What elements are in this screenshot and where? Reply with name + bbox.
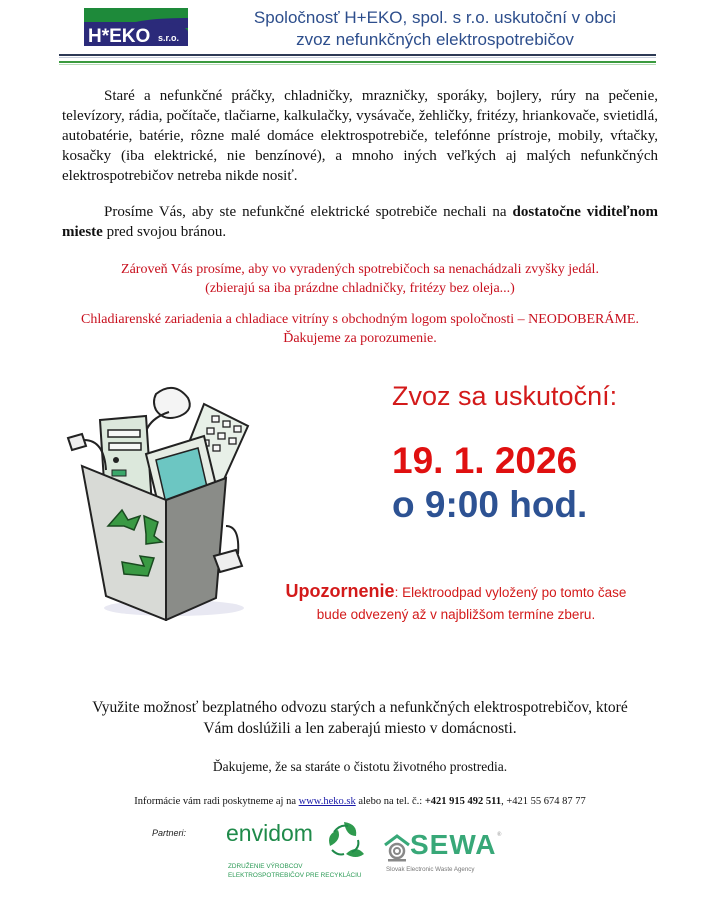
closing-line-2: Vám doslúžili a len zaberajú miesto v domácnosti. [203, 720, 517, 737]
sewa-subtitle: Slovak Electronic Waste Agency [386, 866, 475, 873]
phone-primary: +421 915 492 511 [424, 796, 502, 807]
contact-prefix: Informácie vám radi poskytneme aj na [134, 796, 299, 807]
notice-2-line-1: Chladiarenské zariadenia a chladiace vitríny s obchodným logom spoločnosti – NEODOBERÁME. [81, 312, 639, 327]
website-link[interactable]: www.heko.sk [298, 796, 356, 807]
paragraph-2-bold: dostatočne viditeľnom mieste [62, 204, 659, 240]
heko-logo [84, 8, 188, 46]
notice-1-line-1: Zároveň Vás prosíme, aby vo vyradených spotrebičoch sa nenachádzali zvyšky jedál. [121, 262, 599, 277]
free-pickup-message [40, 697, 680, 739]
page-title [200, 7, 670, 51]
notice-1-line-2: (zbierajú sa iba prázdne chladničky, fritézy bez oleja...) [205, 281, 515, 296]
contact-info [60, 796, 660, 807]
sewa-name: SEWA [410, 829, 497, 860]
contact-middle: alebo na tel. č.: [355, 796, 425, 807]
commercial-refrigeration-notice [40, 310, 680, 348]
envidom-subtitle-line-1: ZDRUŽENIE VÝROBCOV [228, 863, 303, 870]
paragraph-1-text: Staré a nefunkčné práčky, chladničky, mrazničky, sporáky, bojlery, rúry na pečenie, televízory, rádia, počítače, tlačiarne, kalkulačky, vysávače, žehličky, fritézy, hriankovače, svietidlá, autobatérie, batérie, rôzne malé domáce elektrospotrebiče, telefónne prístroje, mobily, vŕtačky, kosačky (iba elektrické, nie benzínové), a mnoho iných veľkých aj malých nefunkčných elektrospotrebičov netreba nikde nosiť. [62, 88, 658, 184]
logo-suffix: s.r.o. [158, 33, 180, 43]
header-divider-green-light [59, 64, 656, 65]
placement-paragraph [62, 202, 658, 242]
collection-label: Zvoz sa uskutoční: [392, 381, 618, 411]
envidom-logo [226, 820, 366, 886]
sewa-logo [384, 829, 504, 882]
warning-title: Upozornenie [285, 581, 395, 601]
sewa-house-icon [384, 834, 410, 862]
late-placement-warning [262, 580, 650, 626]
notice-2-line-2: Ďakujeme za porozumenie. [283, 331, 437, 346]
title-line-1: Spoločnosť H+EKO, spol. s r.o. uskutoční v obci [253, 8, 617, 27]
food-remains-notice [40, 260, 680, 298]
title-line-2: zvoz nefunkčných elektrospotrebičov [296, 30, 574, 49]
collection-date: 19. 1. 2026 [392, 440, 578, 481]
collection-time: o 9:00 hod. [392, 484, 588, 525]
thanks-message: Ďakujeme, že sa staráte o čistotu životného prostredia. [212, 759, 508, 774]
closing-line-1: Využite možnosť bezplatného odvozu starých a nefunkčných elektrospotrebičov, ktoré [92, 699, 628, 716]
envidom-subtitle [228, 862, 362, 880]
appliance-list-paragraph [62, 86, 658, 186]
envidom-subtitle-line-2: ELEKTROSPOTREBIČOV PRE RECYKLÁCIU [228, 872, 362, 879]
header-divider-green [59, 61, 656, 63]
logo-text: H*EKO [88, 26, 151, 46]
e-waste-recycle-bin-illustration [64, 376, 274, 621]
paragraph-2-end: pred svojou bránou. [102, 224, 227, 240]
header-divider-light [59, 57, 656, 58]
warning-text-line-2: bude odvezený až v najbližšom termíne zberu. [316, 607, 596, 622]
header-divider-dark [59, 54, 656, 56]
registered-mark: ® [497, 832, 502, 838]
recycle-leaves-icon [324, 820, 366, 858]
warning-text-line-1: : Elektroodpad vyložený po tomto čase [394, 585, 627, 600]
envidom-name: envidom [226, 820, 313, 846]
paragraph-2-start: Prosíme Vás, aby ste nefunkčné elektrické spotrebiče nechali na [104, 204, 513, 220]
phone-secondary: , +421 55 674 87 77 [501, 796, 586, 807]
partners-label: Partneri: [152, 828, 187, 838]
